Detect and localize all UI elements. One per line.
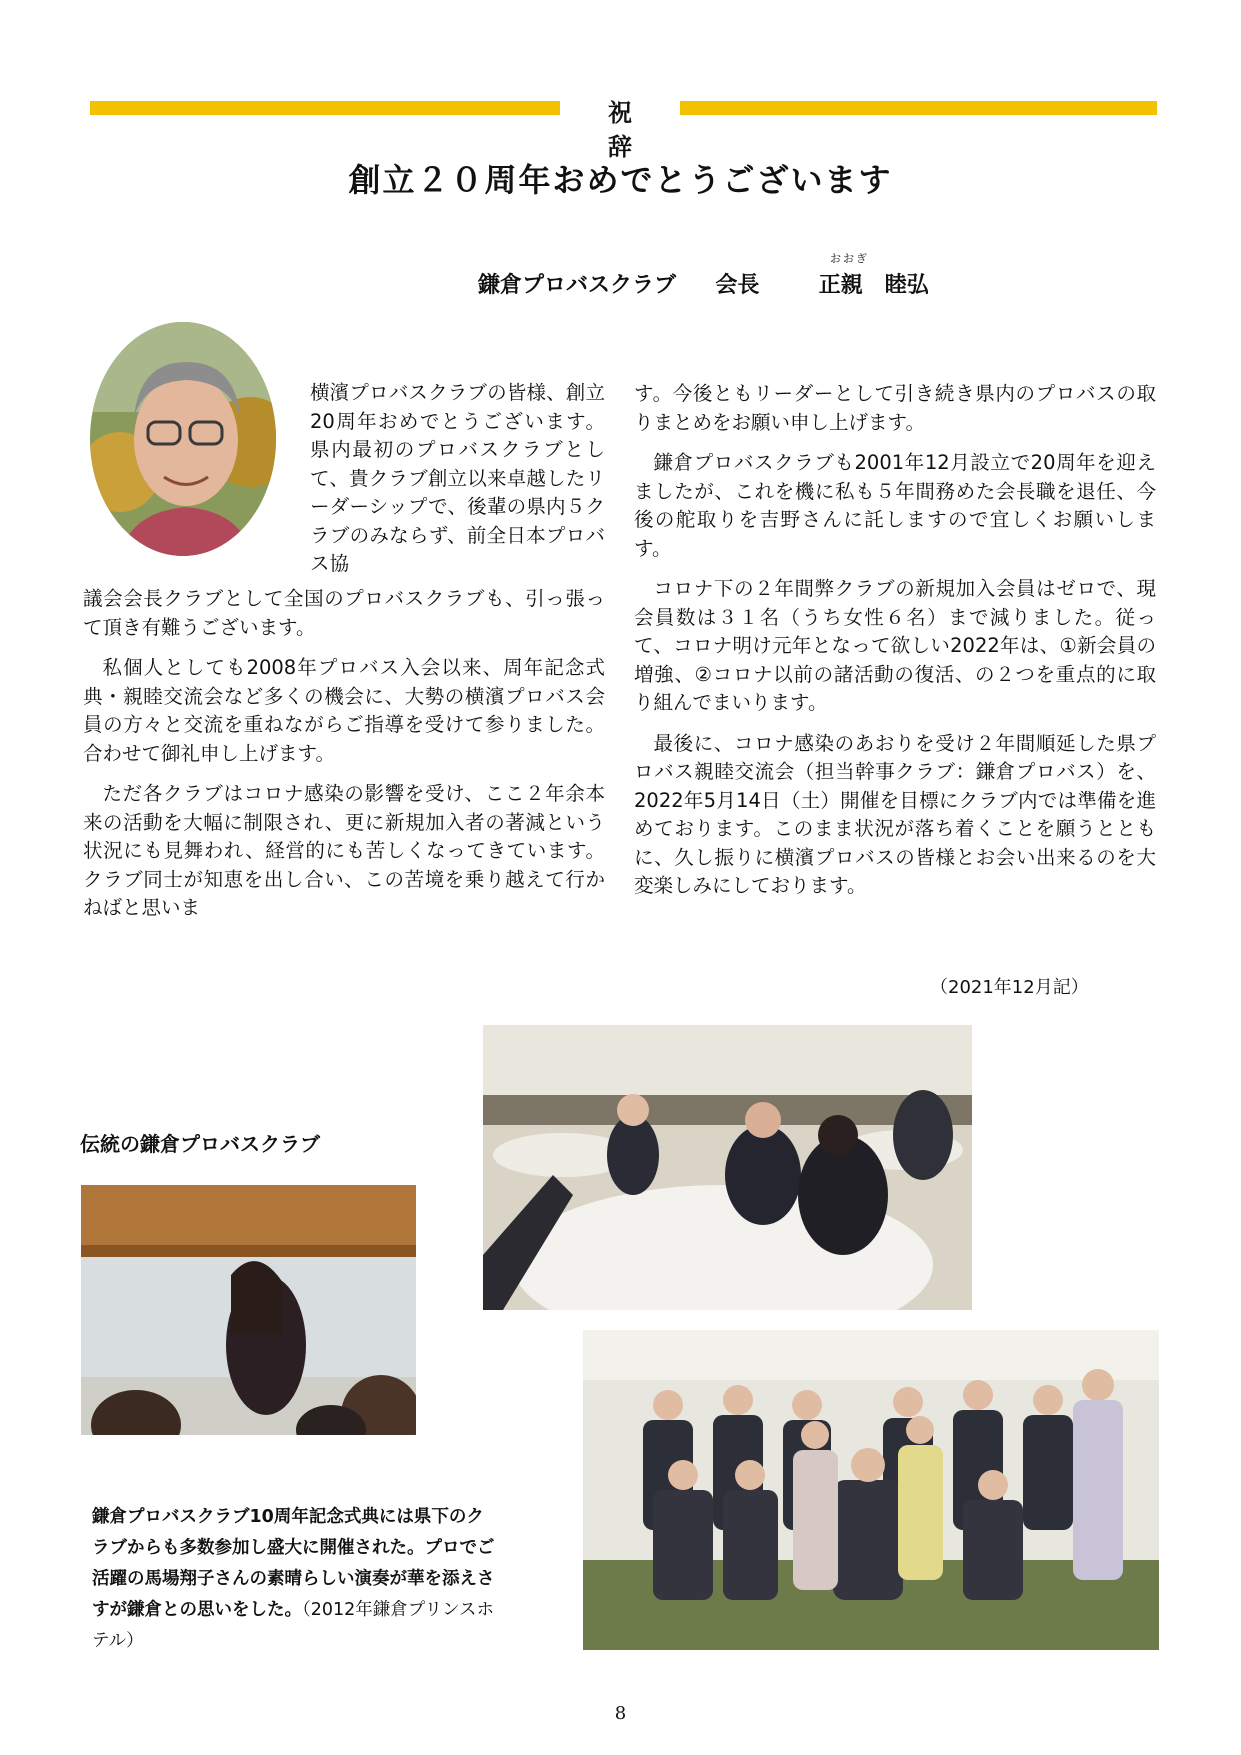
article-paragraph: ただ各クラブはコロナ感染の影響を受け、ここ２年余本来の活動を大幅に制限され、更に新規加入者の著減という状況にも見舞われ、経営的にも苦しくなってきています。クラブ同士が知恵を出し合い、この苦境を乗り越えて行かねばと思いま <box>83 782 605 919</box>
group-photo <box>583 1330 1159 1650</box>
section-label: 祝 辞 <box>560 96 680 130</box>
byline <box>478 268 929 299</box>
article-intro-continued: 議会会長クラブとして全国のプロバスクラブも、引っ張って頂き有難うございます。 <box>83 587 605 639</box>
gallery-title: 伝統の鎌倉プロバスクラブ <box>80 1132 320 1156</box>
concert-photo <box>81 1185 416 1435</box>
name-reading: おおぎ <box>830 252 869 265</box>
article-paragraph: 鎌倉プロバスクラブも2001年12月設立で20周年を迎えましたが、これを機に私も５年間務めた会長職を退任、今後の舵取りを吉野さんに託しますので宜しくお願いします。 <box>634 451 1156 560</box>
article-paragraph: コロナ下の２年間弊クラブの新規加入会員はゼロで、現会員数は３１名（うち女性６名）まで減りました。従って、コロナ明け元年となって欲しい2022年は、①新会員の増強、②コロナ以前の諸活動の復活、の２つを重点的に取り組んでまいります。 <box>634 577 1156 714</box>
page-title: 創立２０周年おめでとうございます <box>348 161 893 199</box>
author-portrait <box>90 322 276 556</box>
gallery-caption-tail: （2012年鎌倉プリンスホテル） <box>92 1600 495 1651</box>
article-intro-text: 横濱プロバスクラブの皆様、創立20周年おめでとうございます。県内最初のプロバスクラブとして、貴クラブ創立以来卓越したリーダーシップで、後輩の県内５クラブのみならず、前全日本プロバス協 <box>310 381 605 575</box>
article-paragraph: す。今後ともリーダーとして引き続き県内のプロバスの取りまとめをお願い申し上げます。 <box>634 382 1156 434</box>
page-number: 8 <box>614 1703 627 1724</box>
byline-club: 鎌倉プロバスクラブ <box>478 273 677 298</box>
article-left-column <box>83 585 605 935</box>
gallery-caption-text: 鎌倉プロバスクラブ10周年記念式典には県下のクラブからも多数参加し盛大に開催された。プロでご活躍の馬場翔子さんの素晴らしい演奏が華を添えさすが鎌倉との思いをした。 <box>92 1507 495 1620</box>
gallery-caption <box>92 1502 496 1657</box>
byline-role: 会長 <box>715 273 760 298</box>
date-note: （2021年12月記） <box>930 977 1089 998</box>
article-paragraph: 最後に、コロナ感染のあおりを受け２年間順延した県プロバス親睦交流会（担当幹事クラブ：鎌倉プロバス）を、2022年5月14日（土）開催を目標にクラブ内では準備を進めております。このまま状況が落ち着くことを願うとともに、久し振りに横濱プロバスの皆様とお会い出来るのを大変楽しみにしております。 <box>634 731 1156 897</box>
article-right-column <box>634 380 1156 913</box>
article-intro <box>310 379 605 591</box>
banquet-photo <box>483 1025 972 1310</box>
article-paragraph: 私個人としても2008年プロバス入会以来、周年記念式典・親睦交流会など多くの機会に、大勢の横濱プロバス会員の方々と交流を重ねながらご指導を受けて参りました。合わせて御礼申し上げます。 <box>83 656 605 765</box>
byline-name: 正親 睦弘 <box>818 273 929 298</box>
